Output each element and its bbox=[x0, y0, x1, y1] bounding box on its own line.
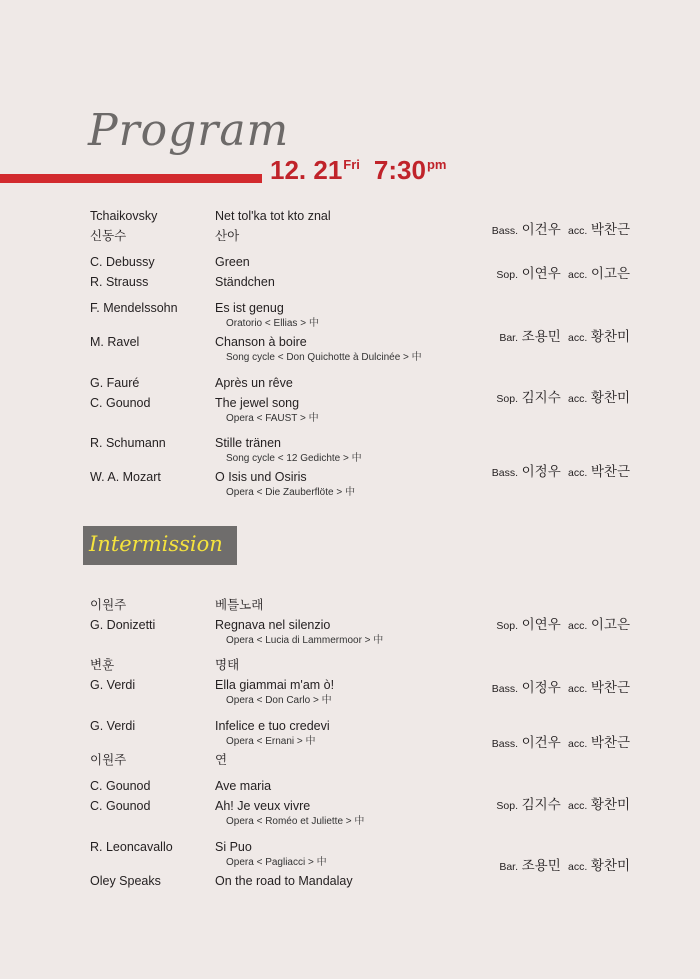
concert-ampm: pm bbox=[426, 157, 447, 172]
composer: R. Schumann bbox=[90, 436, 166, 450]
singer-name: 이정우 bbox=[521, 464, 561, 479]
composer: W. A. Mozart bbox=[90, 470, 161, 484]
piece-source: Opera < Don Carlo > 中 bbox=[226, 695, 332, 706]
voice-type: Sop. bbox=[496, 393, 518, 405]
composer: G. Donizetti bbox=[90, 618, 156, 632]
composer: Oley Speaks bbox=[90, 874, 161, 888]
acc-label: acc. bbox=[567, 861, 588, 873]
singer-name: 조용민 bbox=[521, 329, 561, 344]
pianist-name: 이고은 bbox=[590, 266, 630, 281]
piece-title: Stille tränen bbox=[215, 436, 282, 450]
pianist-name: 박찬근 bbox=[590, 222, 630, 237]
composer: 변훈 bbox=[90, 658, 115, 672]
piece-title: Chanson à boire bbox=[215, 335, 307, 349]
composer: C. Gounod bbox=[90, 396, 151, 410]
singer-name: 이연우 bbox=[521, 266, 561, 281]
piece-source: Song cycle < 12 Gedichte > 中 bbox=[226, 453, 362, 464]
program-header bbox=[0, 105, 700, 195]
composer: 신동수 bbox=[90, 229, 127, 243]
piece-title: Infelice e tuo credevi bbox=[215, 719, 330, 733]
performer-credit bbox=[0, 460, 630, 480]
acc-label: acc. bbox=[567, 225, 588, 237]
concert-time: 7:30 bbox=[373, 155, 426, 185]
piece-title: The jewel song bbox=[215, 396, 300, 410]
piece-title: Après un rêve bbox=[215, 376, 293, 390]
performer-credit bbox=[0, 854, 630, 874]
acc-label: acc. bbox=[567, 269, 588, 281]
pianist-name: 황찬미 bbox=[590, 390, 630, 405]
performer-credit bbox=[0, 676, 630, 696]
piece-title: 산아 bbox=[215, 229, 240, 243]
acc-label: acc. bbox=[567, 393, 588, 405]
composer: M. Ravel bbox=[90, 335, 140, 349]
piece-source: Opera < Roméo et Juliette > 中 bbox=[226, 816, 365, 827]
composer: Tchaikovsky bbox=[90, 209, 158, 223]
title-underline-bar bbox=[0, 174, 262, 183]
acc-label: acc. bbox=[567, 332, 588, 344]
voice-type: Bass. bbox=[491, 738, 518, 750]
composer: G. Verdi bbox=[90, 678, 136, 692]
acc-label: acc. bbox=[567, 683, 588, 695]
performer-credit bbox=[0, 386, 630, 406]
piece-source: Song cycle < Don Quichotte à Dulcinée > 中 bbox=[226, 352, 422, 363]
piece-title: O Isis und Osiris bbox=[215, 470, 307, 484]
composer: C. Gounod bbox=[90, 779, 151, 793]
pianist-name: 이고은 bbox=[590, 617, 630, 632]
pianist-name: 박찬근 bbox=[590, 464, 630, 479]
piece-title: Regnava nel silenzio bbox=[215, 618, 331, 632]
voice-type: Bass. bbox=[491, 683, 518, 695]
performer-credit bbox=[0, 325, 630, 345]
composer: 이원주 bbox=[90, 753, 127, 767]
acc-label: acc. bbox=[567, 467, 588, 479]
composer: F. Mendelssohn bbox=[90, 301, 178, 315]
piece-title: Ah! Je veux vivre bbox=[215, 799, 311, 813]
performer-credit bbox=[0, 793, 630, 813]
pianist-name: 황찬미 bbox=[590, 858, 630, 873]
composer: C. Gounod bbox=[90, 799, 151, 813]
singer-name: 이건우 bbox=[521, 735, 561, 750]
piece-source: Opera < Die Zauberflöte > 中 bbox=[226, 487, 355, 498]
composer: C. Debussy bbox=[90, 255, 155, 269]
piece-source: Opera < Pagliacci > 中 bbox=[226, 857, 327, 868]
pianist-name: 황찬미 bbox=[590, 797, 630, 812]
program-title: Program bbox=[88, 105, 290, 156]
performer-credit bbox=[0, 218, 630, 238]
performer-credit bbox=[0, 613, 630, 633]
singer-name: 이정우 bbox=[521, 680, 561, 695]
intermission-banner bbox=[83, 526, 237, 565]
composer: G. Fauré bbox=[90, 376, 140, 390]
pianist-name: 박찬근 bbox=[590, 680, 630, 695]
acc-label: acc. bbox=[567, 800, 588, 812]
concert-datetime bbox=[270, 155, 446, 186]
composer: 이원주 bbox=[90, 598, 127, 612]
voice-type: Sop. bbox=[496, 800, 518, 812]
pianist-name: 박찬근 bbox=[590, 735, 630, 750]
piece-title: 명태 bbox=[215, 658, 240, 672]
piece-source: Oratorio < Ellias > 中 bbox=[226, 318, 319, 329]
pianist-name: 황찬미 bbox=[590, 329, 630, 344]
acc-label: acc. bbox=[567, 620, 588, 632]
singer-name: 이연우 bbox=[521, 617, 561, 632]
piece-title: Ave maria bbox=[215, 779, 272, 793]
composer: R. Strauss bbox=[90, 275, 149, 289]
piece-title: 베틀노래 bbox=[215, 598, 264, 612]
piece-source: Opera < Ernani > 中 bbox=[226, 736, 316, 747]
voice-type: Bass. bbox=[491, 467, 518, 479]
voice-type: Bass. bbox=[491, 225, 518, 237]
performer-credit bbox=[0, 731, 630, 751]
piece-title: Ella giammai m'am ò! bbox=[215, 678, 335, 692]
singer-name: 조용민 bbox=[521, 858, 561, 873]
singer-name: 이건우 bbox=[521, 222, 561, 237]
voice-type: Sop. bbox=[496, 620, 518, 632]
intermission-label: Intermission bbox=[89, 532, 223, 556]
piece-title: On the road to Mandalay bbox=[215, 874, 353, 888]
composer: G. Verdi bbox=[90, 719, 136, 733]
piece-title: Net tol'ka tot kto znal bbox=[215, 209, 331, 223]
concert-day: Fri bbox=[343, 157, 360, 172]
performer-credit bbox=[0, 262, 630, 282]
piece-source: Opera < FAUST > 中 bbox=[226, 413, 319, 424]
piece-title: Si Puo bbox=[215, 840, 252, 854]
composer: R. Leoncavallo bbox=[90, 840, 173, 854]
piece-source: Opera < Lucia di Lammermoor > 中 bbox=[226, 635, 384, 646]
piece-title: Green bbox=[215, 255, 250, 269]
voice-type: Bar. bbox=[499, 332, 518, 344]
singer-name: 김지수 bbox=[521, 797, 561, 812]
singer-name: 김지수 bbox=[521, 390, 561, 405]
acc-label: acc. bbox=[567, 738, 588, 750]
piece-title: Es ist genug bbox=[215, 301, 284, 315]
voice-type: Sop. bbox=[496, 269, 518, 281]
piece-title: 연 bbox=[215, 753, 228, 767]
piece-title: Ständchen bbox=[215, 275, 275, 289]
voice-type: Bar. bbox=[499, 861, 518, 873]
concert-date: 12. 21 bbox=[270, 155, 343, 185]
